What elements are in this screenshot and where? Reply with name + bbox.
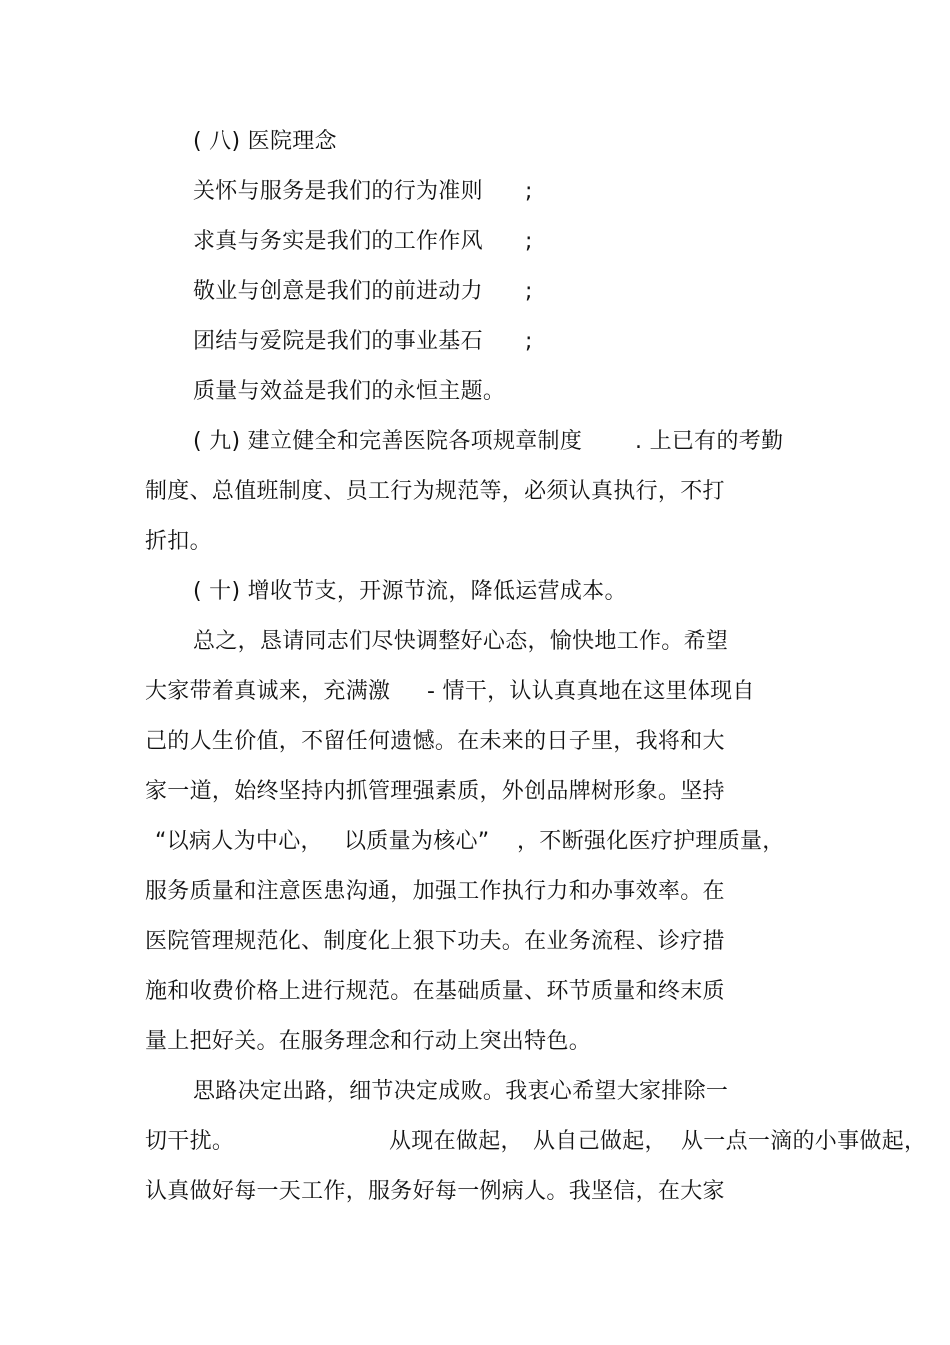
line-text: 大家带着真诚来，充满激 [145,679,391,704]
line-text: 认真做好每一天工作，服务好每一例病人。我坚信，在大家 [145,1179,725,1204]
line-punctuation: ; [525,279,533,304]
line-text: 己的人生价值，不留任何遗憾。在未来的日子里，我将和大 [145,729,725,754]
line-segment: 从一点一滴的小事做起， [681,1129,927,1154]
line-text: 服务质量和注意医患沟通，加强工作执行力和办事效率。在 [145,879,725,904]
body-line [145,1177,725,1267]
line-text: 切干扰。 [145,1129,235,1154]
line-punctuation: ; [525,229,533,254]
line-text: ( 九) 建立健全和完善医院各项规章制度 [193,429,583,454]
line-segment: 从现在做起， [389,1129,523,1154]
line-punctuation: ; [525,329,533,354]
line-text: 制度、总值班制度、员工行为规范等，必须认真执行，不打 [145,479,725,504]
line-text: ( 八) 医院理念 [193,129,337,154]
line-text: 医院管理规范化、制度化上狠下功夫。在业务流程、诊疗措 [145,929,725,954]
line-segment: 从自己做起， [533,1129,667,1154]
line-text: 总之，恳请同志们尽快调整好心态，愉快地工作。希望 [193,629,729,654]
line-text: 折扣。 [145,529,212,554]
line-continuation: ，不断强化医疗护理质量， [517,829,785,854]
line-text: 敬业与创意是我们的前进动力 [193,279,483,304]
line-text: 思路决定出路，细节决定成败。我衷心希望大家排除一 [193,1079,729,1104]
line-continuation: . 上已有的考勤 [635,429,784,454]
line-text: 质量与效益是我们的永恒主题。 [193,379,506,404]
line-quote: 以质量为核心” [344,829,490,854]
line-text: 量上把好关。在服务理念和行动上突出特色。 [145,1029,592,1054]
line-text: 家一道，始终坚持内抓管理强素质，外创品牌树形象。坚持 [145,779,725,804]
line-text: 团结与爱院是我们的事业基石 [193,329,483,354]
line-text: “以病人为中心， [155,829,323,854]
line-text: 施和收费价格上进行规范。在基础质量、环节质量和终末质 [145,979,725,1004]
line-text: 求真与务实是我们的工作作风 [193,229,483,254]
line-text: ( 十) 增收节支，开源节流，降低运营成本。 [193,579,627,604]
body-line [145,527,212,617]
line-text: 关怀与服务是我们的行为准则 [193,179,483,204]
line-punctuation: ; [525,179,533,204]
line-continuation: - 情干，认认真真地在这里体现自 [427,679,755,704]
